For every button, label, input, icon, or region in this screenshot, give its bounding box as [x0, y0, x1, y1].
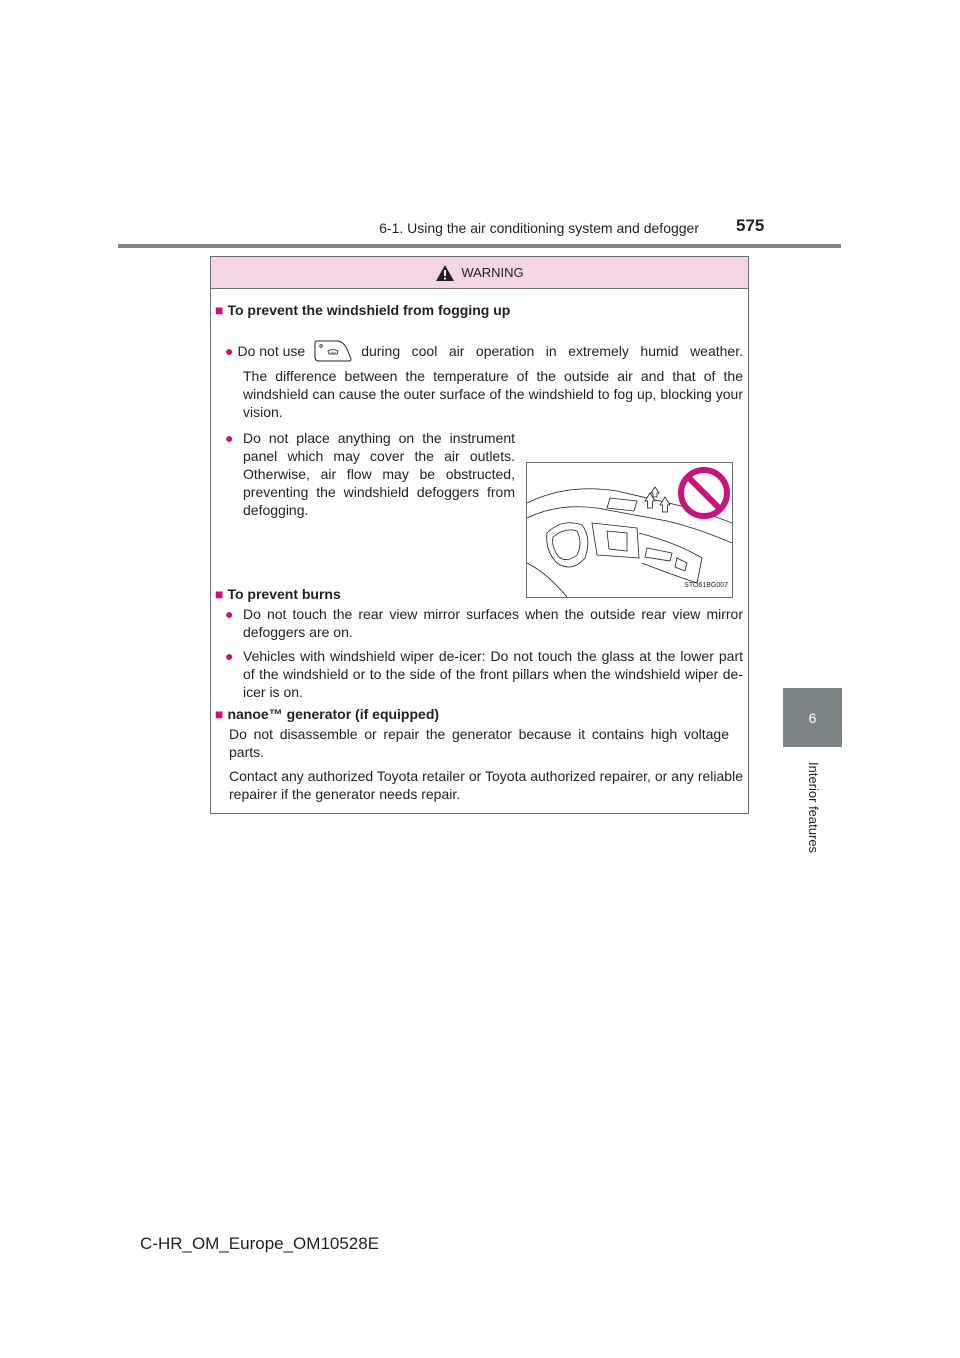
no-entry-icon: [681, 470, 727, 516]
section-title: 6-1. Using the air conditioning system and defogger: [379, 220, 699, 236]
dashboard-illustration: [526, 462, 733, 598]
square-bullet-icon: ■: [215, 706, 224, 722]
bullet-paragraph: The difference between the temperature of the outside air and that of the windshield can cause the outer surface of the windshield to fog up, blocking your vision.: [243, 368, 743, 420]
warning-title: WARNING: [461, 265, 524, 280]
topic-heading: ■ To prevent burns: [215, 586, 341, 602]
paragraph: Do not disassemble or repair the generator because it contains high voltage parts.: [229, 726, 729, 760]
topic-heading: ■ To prevent the windshield from fogging up: [215, 302, 511, 318]
illustration-code: STO61BG007: [684, 582, 728, 589]
paragraph: Contact any authorized Toyota retailer or Toyota authorized repairer, or any reliable repairer if the generator needs repair.: [229, 768, 743, 802]
document-code: C-HR_OM_Europe_OM10528E: [140, 1234, 380, 1253]
round-bullet-icon: ●: [225, 343, 234, 359]
square-bullet-icon: ■: [215, 302, 224, 318]
bullet-item: ● Do not use during cool air operation in extremely humid weather.: [225, 339, 743, 363]
windshield-defogger-button-icon: [313, 339, 353, 363]
bullet-item: ● Do not touch the rear view mirror surfaces when the outside rear view mirror defoggers are on.: [225, 606, 743, 640]
round-bullet-icon: ●: [225, 430, 234, 446]
header-divider: [118, 244, 841, 248]
chapter-tab: [783, 688, 842, 747]
square-bullet-icon: ■: [215, 586, 224, 602]
round-bullet-icon: ●: [225, 648, 234, 664]
round-bullet-icon: ●: [225, 606, 234, 622]
warning-header: [211, 257, 748, 289]
warning-box: [210, 256, 749, 814]
page-number: 575: [736, 216, 765, 235]
bullet-item: ● Do not place anything on the instrument panel which may cover the air outlets. Otherwise, air flow may be obstructed, preventing the windshield defoggers from defogging.: [225, 430, 515, 518]
warning-triangle-icon: [435, 264, 455, 282]
chapter-number: 6: [808, 709, 817, 726]
chapter-label: Interior features: [806, 762, 821, 854]
bullet-item: ● Vehicles with windshield wiper de-icer: Do not touch the glass at the lower part of the windshield or to the side of the front pillars when the windshield wiper de-icer is on.: [225, 648, 743, 700]
topic-heading: ■ nanoe™ generator (if equipped): [215, 706, 440, 722]
